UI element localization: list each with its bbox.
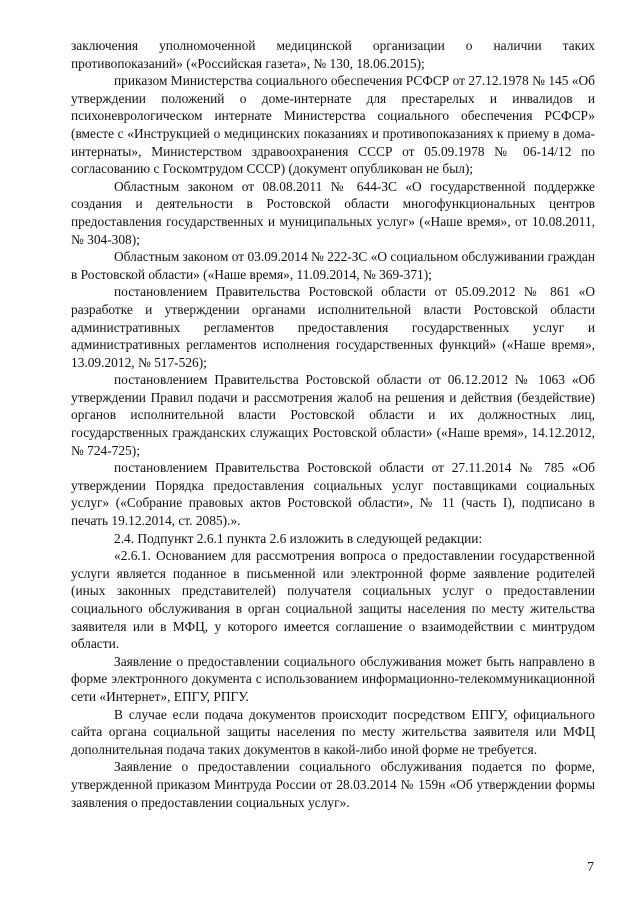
paragraph-resolution-861: постановлением Правительства Ростовской области от 05.09.2012 № 861 «О разработке и утверждении органами исполнительной власти Ростовской области административных регламентов предоставления государственных услуг и административных регламентов исполнения государственных функций» («Наше время», 13.09.2012, № 517-526); <box>71 284 595 370</box>
paragraph-item-2-4: 2.4. Подпункт 2.6.1 пункта 2.6 изложить в следующей редакции: <box>114 530 483 546</box>
paragraph-resolution-1063: постановлением Правительства Ростовской области от 06.12.2012 № 1063 «Об утверждении Правил подачи и рассмотрения жалоб на решения и действия (бездействие) органов исполнительной власти Ростовской области и их должностных лиц, государственных гражданских служащих Ростовской области» («Наше время», 14.12.2012, № 724-725); <box>71 372 595 458</box>
paragraph-electronic-application: Заявление о предоставлении социального обслуживания может быть направлено в форме электронного документа с использованием информационно-телекоммуникационной сети «Интернет», ЕПГУ, РПГУ. <box>71 653 595 704</box>
paragraph-law-222: Областным законом от 03.09.2014 № 222-ЗС «О социальном обслуживании граждан в Ростовской области» («Наше время», 11.09.2014, № 369-371); <box>71 249 595 282</box>
paragraph-item-2-6-1: «2.6.1. Основанием для рассмотрения вопроса о предоставлении государственной услуги является поданное в письменной или электронной форме заявление родителей (иных законных представителей) получателя социальных услуг о предоставлении социального обслуживания в орган социальной защиты населения по месту жительства заявителя или в МФЦ, у которого имеется соглашение о взаимодействии с минтрудом области. <box>71 548 595 652</box>
paragraph-epgu-submission: В случае если подача документов происходит посредством ЕПГУ, официального сайта органа социальной защиты населения по месту жительства заявителя или МФЦ дополнительная подача таких документов в какой-либо иной форме не требуется. <box>71 706 595 757</box>
paragraph-continuation: заключения уполномоченной медицинской организации о наличии таких противопоказаний» («Российская газета», № 130, 18.06.2015); <box>71 38 595 71</box>
paragraph-resolution-785: постановлением Правительства Ростовской области от 27.11.2014 № 785 «Об утверждении Порядка предоставления социальных услуг поставщиками социальных услуг» («Собрание правовых актов Ростовской области», № 11 (часть I), подписано в печать 19.12.2014, ст. 2085).». <box>71 460 595 529</box>
paragraph-application-form: Заявление о предоставлении социального обслуживания подается по форме, утвержденной приказом Минтруда России от 28.03.2014 № 159н «Об утверждении формы заявления о предоставлении социальных услуг». <box>71 759 595 810</box>
paragraph-law-644: Областным законом от 08.08.2011 № 644-ЗС «О государственной поддержке создания и деятельности в Ростовской области многофункциональных центров предоставления государственных и муниципальных услуг» («Наше время», от 10.08.2011, № 304-308); <box>71 178 595 247</box>
page-number: 7 <box>587 859 594 874</box>
paragraph-rsfsr-order: приказом Министерства социального обеспечения РСФСР от 27.12.1978 № 145 «Об утверждении положений о доме-интернате для престарелых и инвалидов и психоневрологическом интернате Министерства социального обеспечения РСФСР» (вместе с «Инструкцией о медицинских показаниях и противопоказаниях к приему в дома-интернаты», Министерством здравоохранения СССР от 05.09.1978 № 06-14/12 по согласованию с Госкомтрудом СССР) (документ опубликован не был); <box>71 73 595 177</box>
